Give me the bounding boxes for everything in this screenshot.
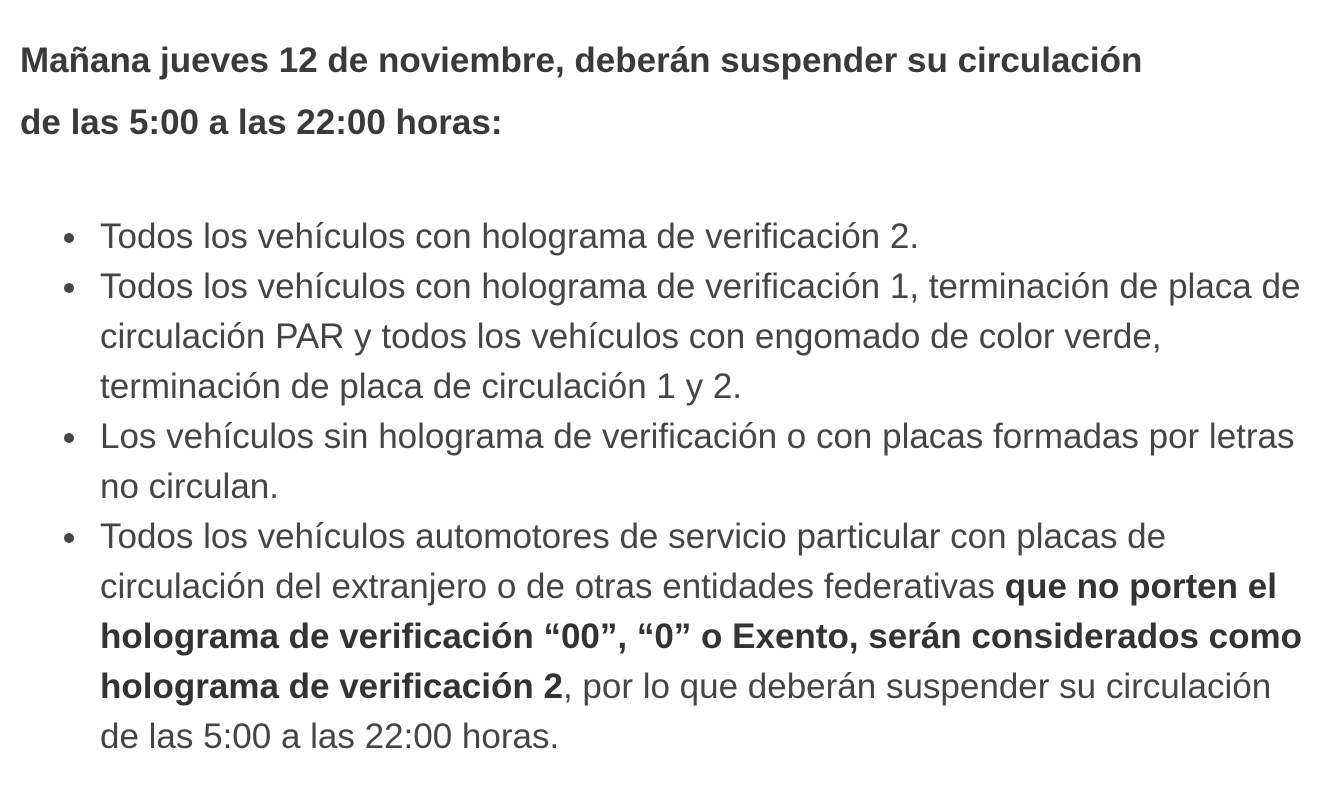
bullet-icon (64, 533, 74, 543)
list-item-text-emphasis: que no porten el holograma de verificación “00”, “0” o Exento, serán considerados como holograma de verificación 2 (100, 567, 1303, 706)
list-item-text: Todos los vehículos con holograma de verificación 2. (100, 217, 920, 256)
list-item-text-lead: Todos los vehículos automotores de servicio particular con placas de circulación del extranjero o de otras entidades federativas (100, 517, 1167, 606)
list-item (20, 512, 1306, 762)
list-item (20, 262, 1306, 412)
list-item-text: Todos los vehículos con holograma de verificación 1, terminación de placa de circulación PAR y todos los vehículos con engomado de color verde, terminación de placa de circulación 1 y 2. (100, 267, 1301, 406)
list-item-text-tail: , por lo que deberán suspender su circulación de las 5:00 a las 22:00 horas. (100, 667, 1272, 756)
article (20, 30, 1306, 762)
notice-heading-line-2: de las 5:00 a las 22:00 horas: (20, 103, 503, 142)
restriction-list (20, 212, 1306, 762)
bullet-icon (64, 233, 74, 243)
bullet-icon (64, 433, 74, 443)
list-item (20, 412, 1306, 512)
notice-heading-line-1: Mañana jueves 12 de noviembre, deberán suspender su circulación (20, 41, 1143, 80)
notice-heading (20, 30, 1306, 154)
bullet-icon (64, 283, 74, 293)
list-item-text: Los vehículos sin holograma de verificación o con placas formadas por letras no circulan. (100, 417, 1295, 506)
list-item (20, 212, 1306, 262)
